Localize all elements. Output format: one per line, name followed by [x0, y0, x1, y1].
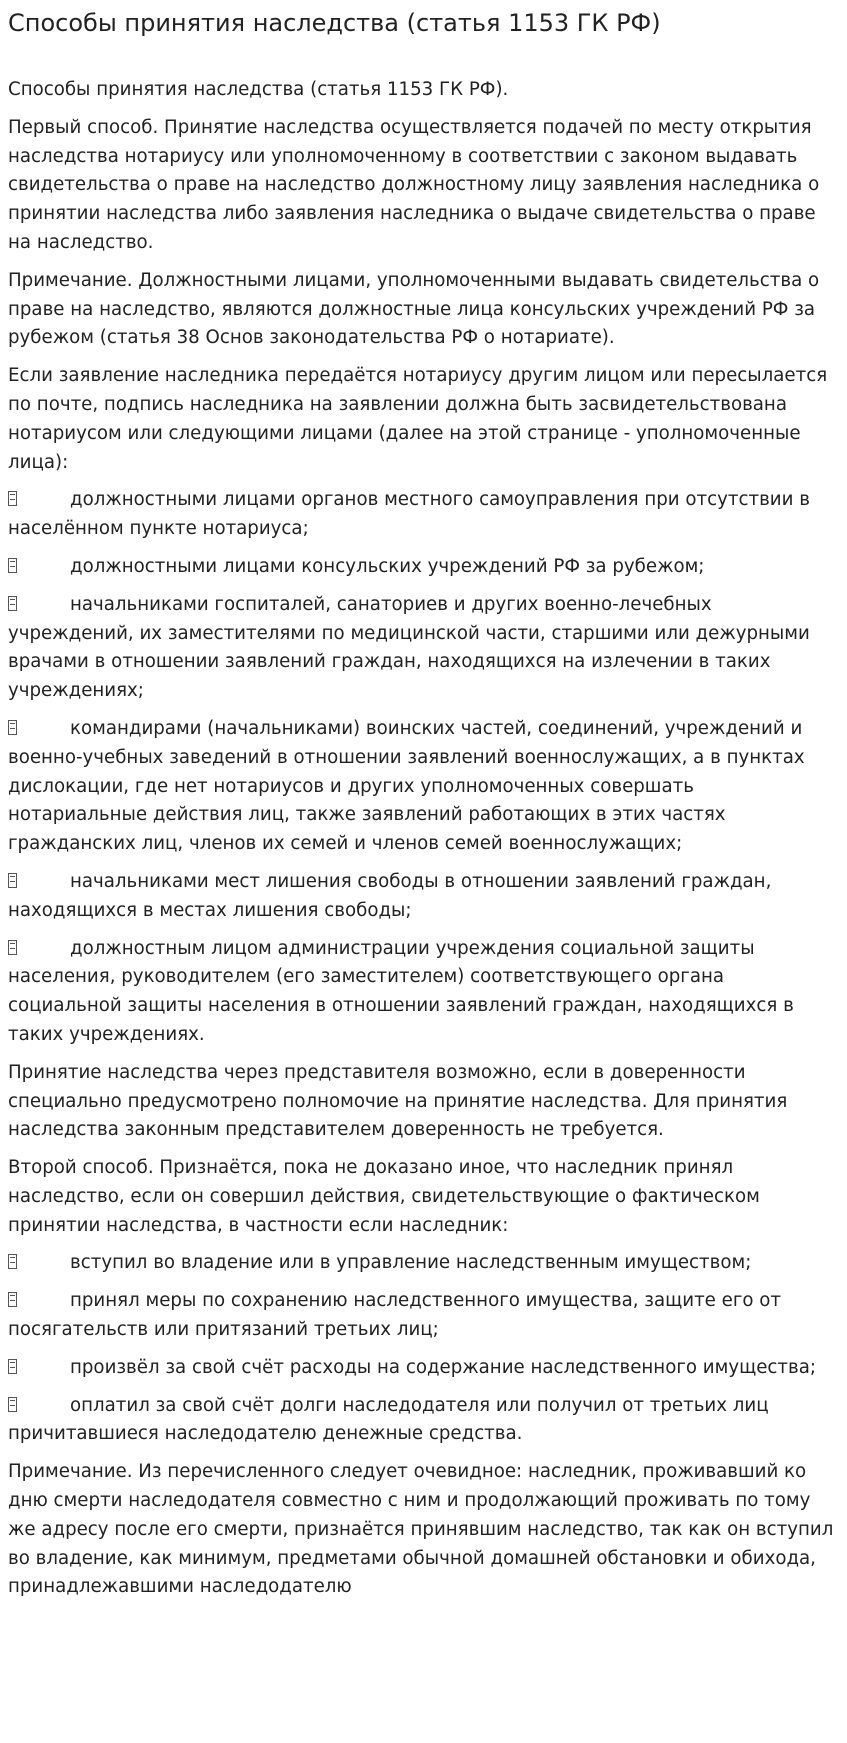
- paragraph-first-method: Первый способ. Принятие наследства осуществляется подачей по месту открытия наследства нотариусу или уполномоченному в соответствии с законом выдавать свидетельства о праве на наследство должностному лицу заявления наследника о принятии наследства либо заявления наследника о выдаче свидетельства о праве на наследство.: [8, 116, 820, 253]
- list-item: [8, 1392, 838, 1450]
- bullet-icon: [8, 1249, 70, 1278]
- list-item: [8, 1287, 838, 1345]
- list-item-text: оплатил за свой счёт долги наследодателя или получил от третьих лиц причитавшиеся наследодателю денежные средства.: [8, 1394, 769, 1445]
- list-item: [8, 868, 838, 926]
- paragraph-signature-witness: Если заявление наследника передаётся нотариусу другим лицом или пересылается по почте, подпись наследника на заявлении должна быть засвидетельствована нотариусом или следующими лицами (далее на этой странице - уполномоченные лица):: [8, 365, 828, 473]
- list-item-text: начальниками госпиталей, санаториев и других военно-лечебных учреждений, их заместителями по медицинской части, старшими или дежурными врачами в отношении заявлений граждан, находящихся на излечении в таких учреждениях;: [8, 593, 810, 702]
- bullet-icon: [8, 1287, 70, 1316]
- list-item-text: начальниками мест лишения свободы в отношении заявлений граждан, находящихся в местах лишения свободы;: [8, 870, 772, 921]
- list-item-text: должностными лицами органов местного самоуправления при отсутствии в населённом пункте нотариуса;: [8, 489, 810, 540]
- paragraph-heading: Способы принятия наследства (статья 1153 ГК РФ).: [8, 79, 509, 100]
- list-item: [8, 1354, 838, 1383]
- paragraph-note-conclusion: Примечание. Из перечисленного следует очевидное: наследник, проживавший ко дню смерти наследодателя совместно с ним и продолжающий проживать по тому же адресу после его смерти, признаётся принявшим наследство, так как он вступил во владение, как минимум, предметами обычной домашней обстановки и обихода, принадлежавшими наследодателю: [8, 1461, 834, 1598]
- list-item: [8, 591, 838, 706]
- paragraph-second-method: Второй способ. Признаётся, пока не доказано иное, что наследник принял наследство, если он совершил действия, свидетельствующие о фактическом принятии наследства, в частности если наследник:: [8, 1157, 760, 1236]
- list-item-text: произвёл за свой счёт расходы на содержание наследственного имущества;: [70, 1356, 816, 1378]
- bullet-icon: [8, 1354, 70, 1383]
- list-item: [8, 935, 838, 1050]
- list-item-text: должностным лицом администрации учреждения социальной защиты населения, руководителем (его заместителем) соответствующего органа социальной защиты населения в отношении заявлений граждан, находящихся в таких учреждениях.: [8, 937, 794, 1045]
- list-item: [8, 715, 838, 859]
- list-item-text: командирами (начальниками) воинских частей, соединений, учреждений и военно-учебных заведений в отношении заявлений военнослужащих, а в пунктах дислокации, где нет нотариусов и других уполномоченных совершать нотариальные действия лиц, также заявлений работающих в этих частях гражданских лиц, членов их семей и членов семей военнослужащих;: [8, 717, 805, 855]
- bullet-icon: [8, 868, 70, 897]
- list-item-text: вступил во владение или в управление наследственным имуществом;: [70, 1252, 752, 1274]
- paragraph-note-officials: Примечание. Должностными лицами, уполномоченными выдавать свидетельства о праве на наследство, являются должностные лица консульских учреждений РФ за рубежом (статья 38 Основ законодательства РФ о нотариате).: [8, 269, 820, 349]
- page-title: Способы принятия наследства (статья 1153 ГК РФ): [8, 9, 661, 37]
- list-item-text: должностными лицами консульских учреждений РФ за рубежом;: [70, 555, 705, 577]
- list-item: [8, 553, 838, 582]
- list-item: [8, 486, 838, 544]
- bullet-icon: [8, 715, 70, 744]
- list-item: [8, 1249, 838, 1278]
- bullet-icon: [8, 553, 70, 582]
- bullet-icon: [8, 935, 70, 964]
- paragraph-representative: Принятие наследства через представителя возможно, если в доверенности специально предусмотрено полномочие на принятие наследства. Для принятия наследства законным представителем доверенность не требуется.: [8, 1061, 788, 1141]
- list-item-text: принял меры по сохранению наследственного имущества, защите его от посягательств или притязаний третьих лиц;: [8, 1290, 782, 1341]
- bullet-icon: [8, 591, 70, 620]
- document-body: [8, 76, 838, 1602]
- bullet-icon: [8, 1392, 70, 1421]
- bullet-icon: [8, 486, 70, 515]
